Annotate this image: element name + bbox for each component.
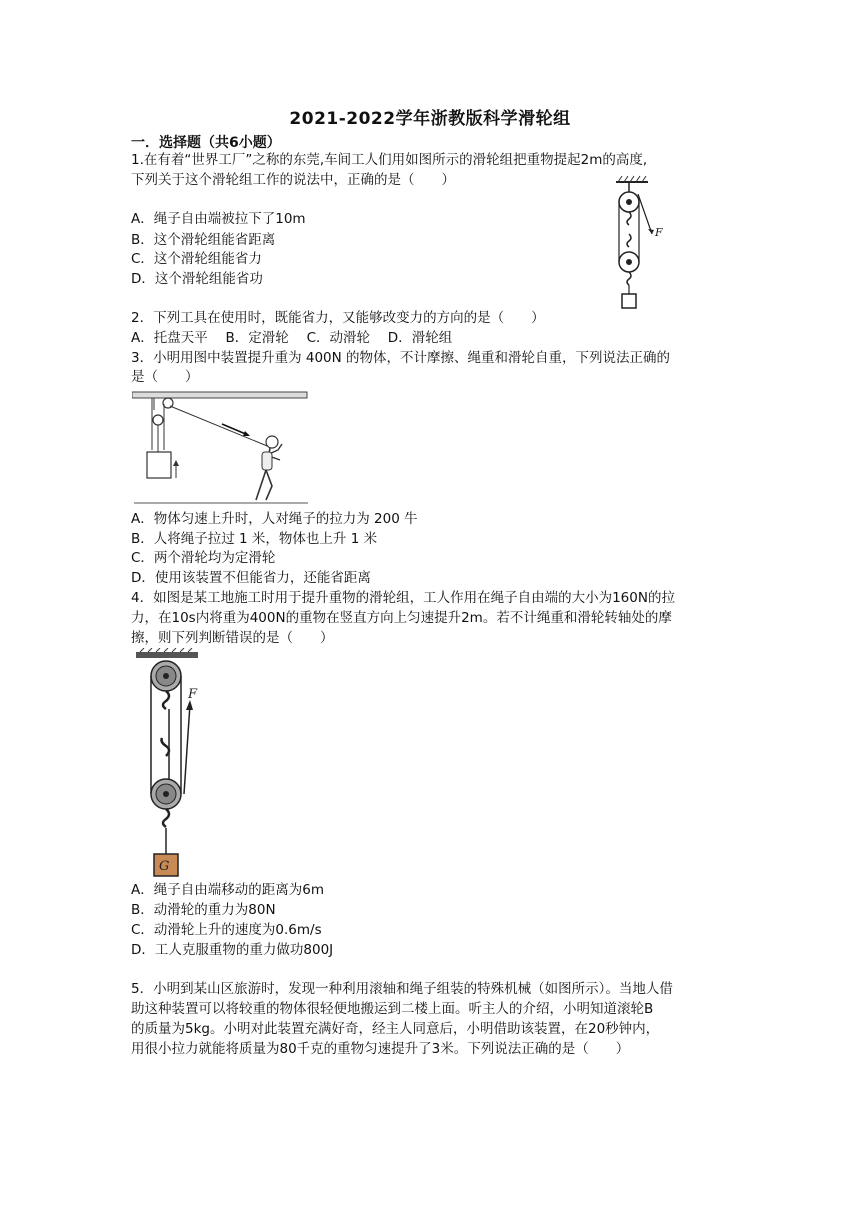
- q5-stem-line-1: 5．小明到某山区旅游时，发现一种利用滚轴和绳子组装的特殊机械（如图所示）。当地人借: [131, 981, 673, 997]
- q3-stem-line-2: 是（ ）: [131, 369, 199, 385]
- q3-option-d: D．使用该装置不但能省力，还能省距离: [131, 570, 371, 586]
- q4-stem-line-3: 擦，则下列判断错误的是（ ）: [131, 630, 334, 646]
- q3-option-a: A．物体匀速上升时，人对绳子的拉力为 200 牛: [131, 511, 418, 527]
- q3-option-c: C．两个滑轮均为定滑轮: [131, 550, 276, 566]
- q4-option-d: D．工人克服重物的重力做功800J: [131, 942, 334, 958]
- section-heading: 一．选择题（共6小题）: [131, 135, 281, 151]
- q4-option-c: C．动滑轮上升的速度为0.6m/s: [131, 922, 322, 938]
- q3-pulley-figure: [132, 390, 310, 506]
- q4-pulley-figure: [132, 648, 222, 880]
- q3-stem-line-1: 3．小明用图中装置提升重为 400N 的物体，不计摩擦、绳重和滑轮自重，下列说法正确的: [131, 350, 671, 366]
- q1-force-label: F: [655, 226, 663, 239]
- q5-stem-line-4: 用很小拉力就能将质量为80千克的重物匀速提升了3米。下列说法正确的是（ ）: [131, 1041, 630, 1057]
- q4-stem-line-1: 4．如图是某工地施工时用于提升重物的滑轮组，工人作用在绳子自由端的大小为160N的拉: [131, 590, 675, 606]
- q2-options: A．托盘天平 B．定滑轮 C．动滑轮 D．滑轮组: [131, 330, 453, 346]
- q1-option-d: D．这个滑轮组能省功: [131, 271, 263, 287]
- page-title: 2021-2022学年浙教版科学滑轮组: [289, 109, 571, 129]
- q3-option-b: B．人将绳子拉过 1 米，物体也上升 1 米: [131, 531, 378, 547]
- q4-stem-line-2: 力，在10s内将重为400N的重物在竖直方向上匀速提升2m。若不计绳重和滑轮转轴处的摩: [131, 610, 672, 626]
- q1-option-c: C．这个滑轮组能省力: [131, 251, 262, 267]
- q5-stem-line-3: 的质量为5kg。小明对此装置充满好奇，经主人同意后，小明借助该装置，在20秒钟内，: [131, 1021, 660, 1037]
- q4-option-b: B．动滑轮的重力为80N: [131, 902, 276, 918]
- q1-stem-line-2: 下列关于这个滑轮组工作的说法中，正确的是（ ）: [131, 172, 455, 188]
- q1-stem-line-1: 1.在有着“世界工厂”之称的东莞,车间工人们用如图所示的滑轮组把重物提起2m的高度,: [131, 152, 648, 168]
- q5-stem-line-2: 助这种装置可以将较重的物体很轻便地搬运到二楼上面。听主人的介绍，小明知道滚轮B: [131, 1001, 654, 1017]
- q4-force-label: F: [188, 687, 198, 702]
- q4-option-a: A．绳子自由端移动的距离为6m: [131, 882, 324, 898]
- q4-weight-label: G: [159, 859, 170, 874]
- q1-pulley-figure: [600, 172, 680, 312]
- q1-option-b: B．这个滑轮组能省距离: [131, 232, 276, 248]
- q1-option-a: A．绳子自由端被拉下了10m: [131, 211, 306, 227]
- q2-stem: 2．下列工具在使用时，既能省力，又能够改变力的方向的是（ ）: [131, 310, 545, 326]
